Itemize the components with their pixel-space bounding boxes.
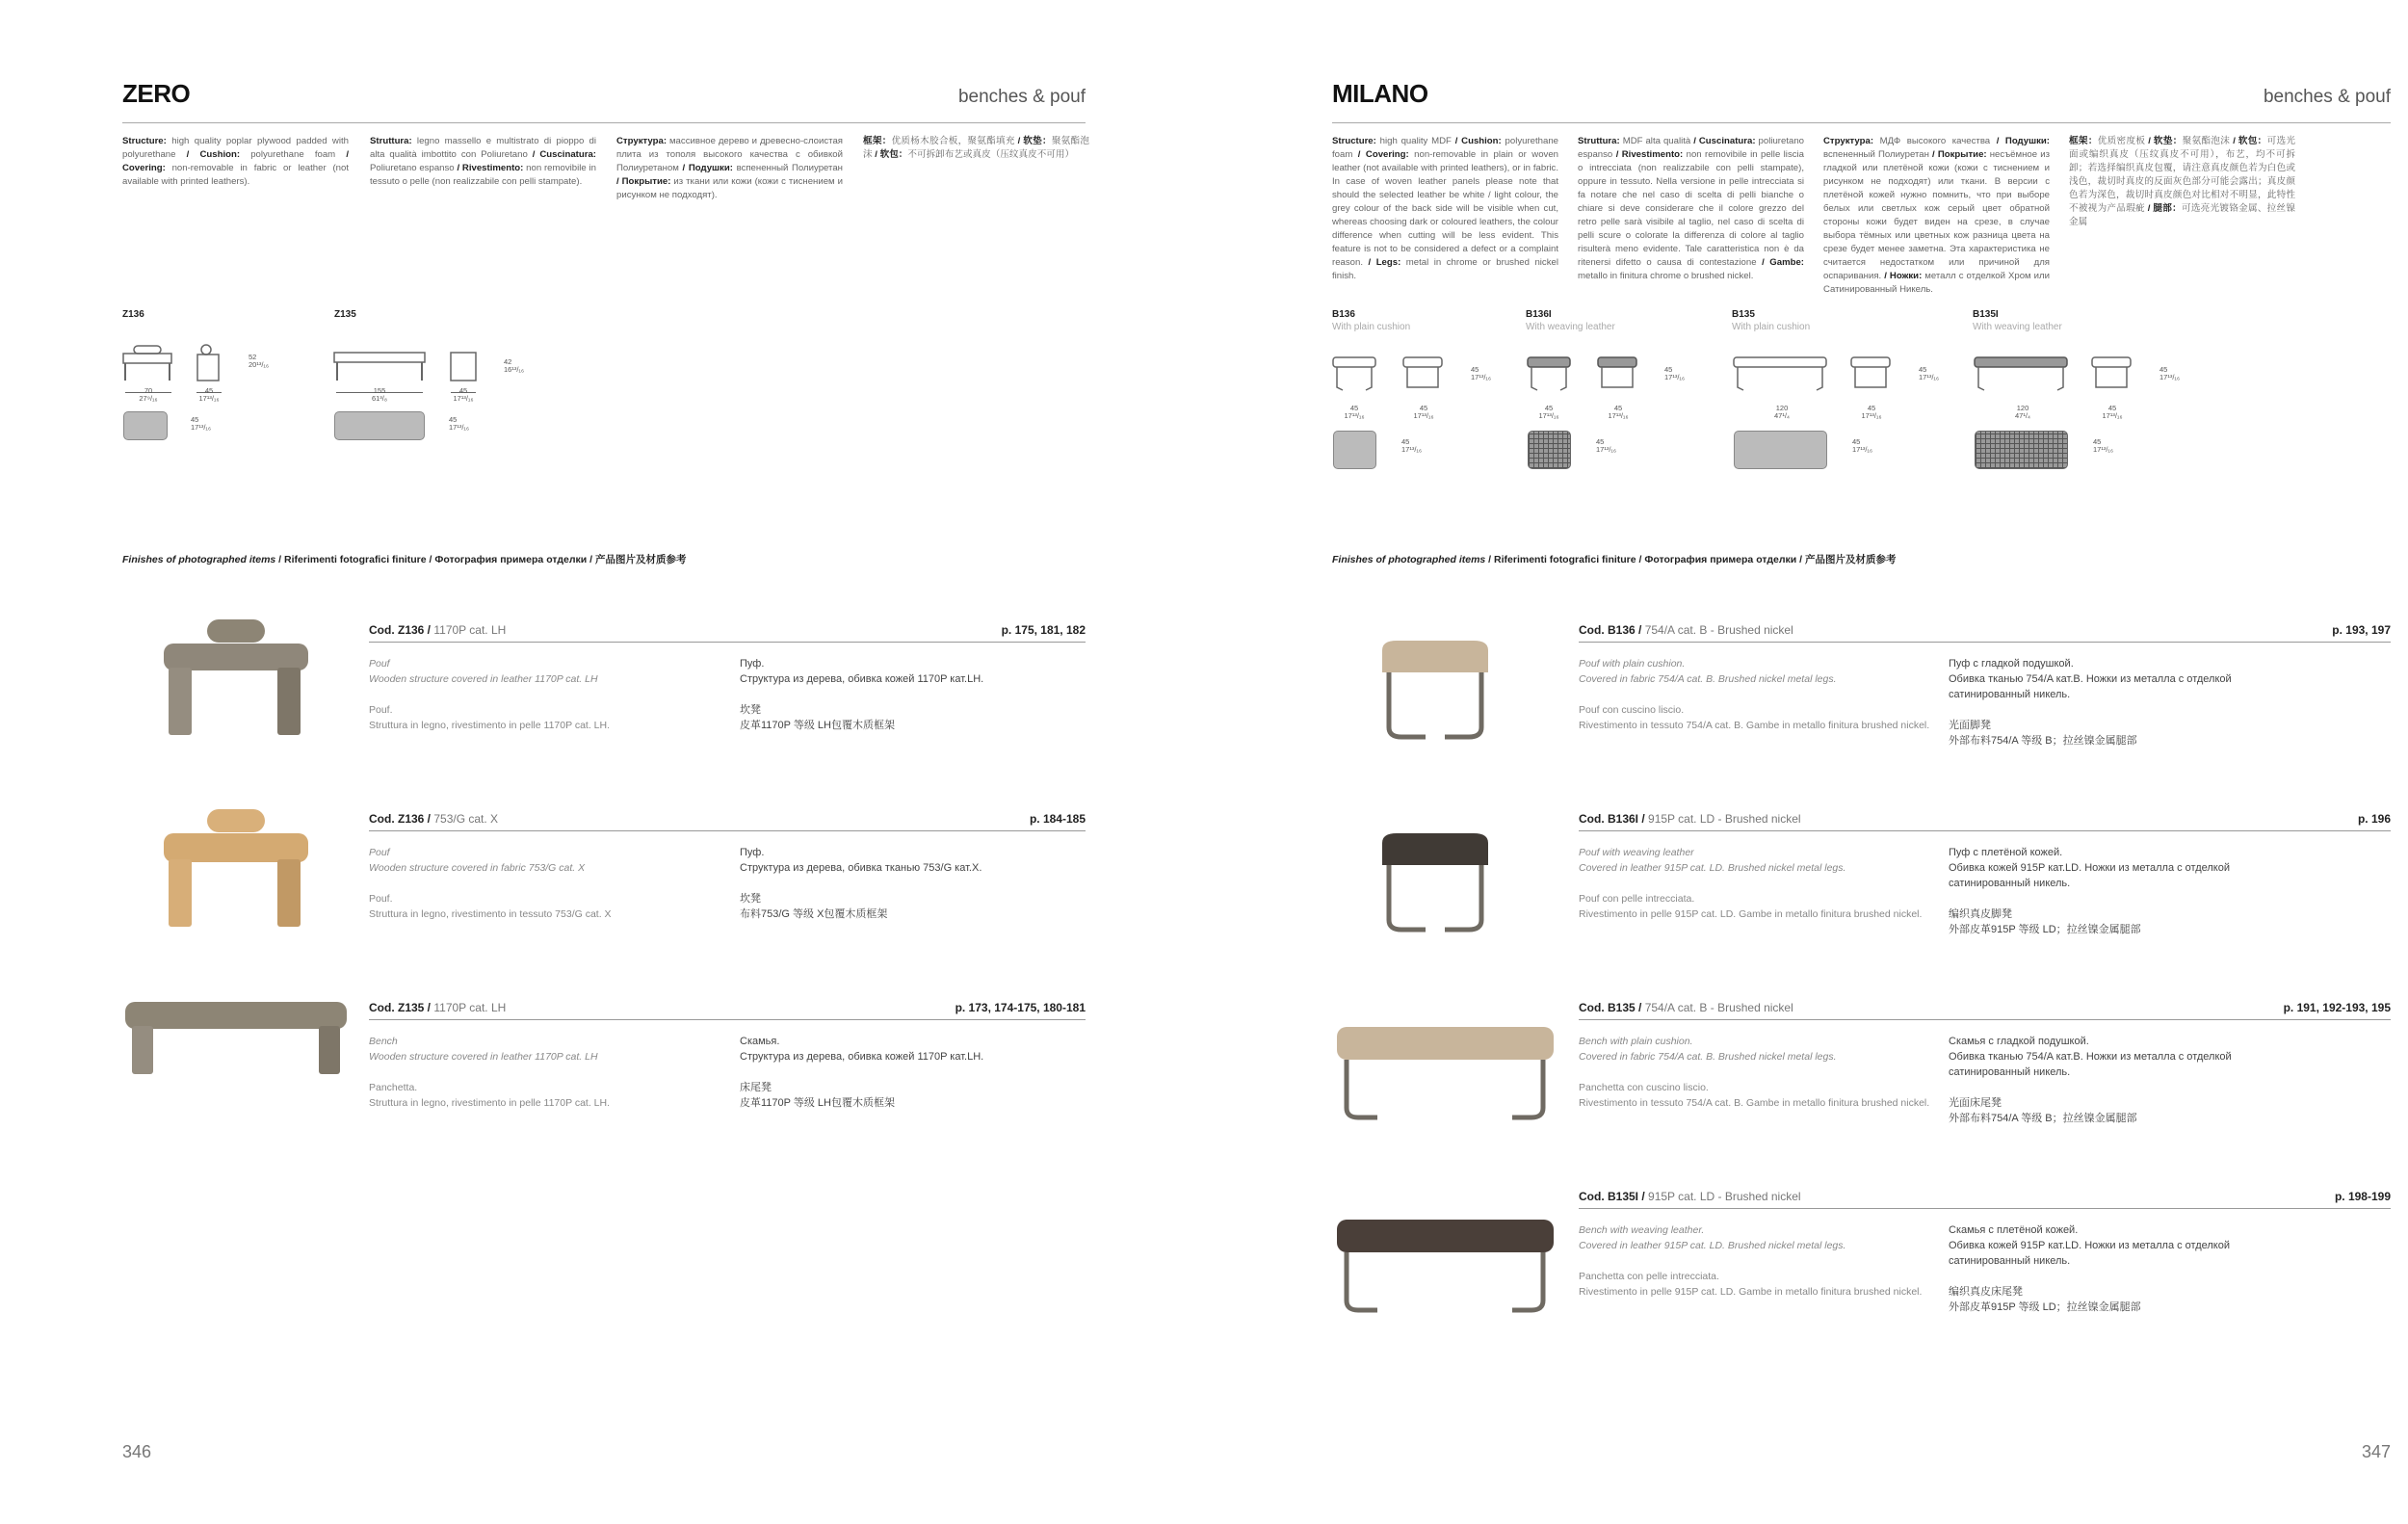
drawing-sublabel: With plain cushion <box>1332 322 1411 332</box>
drawing-sublabel: With weaving leather <box>1526 322 1615 332</box>
product-text-en-it: Pouf Wooden structure covered in leather 1170P cat. LH Pouf. Struttura in legno, rivestimento in pelle 1170P cat. LH. <box>369 658 611 731</box>
dim-depth: 45 17¹³/₁₆ <box>1401 437 1422 454</box>
dim-width: 120 47¹/₄ <box>1774 404 1790 420</box>
b136-front-drawing <box>1329 354 1382 397</box>
product-pages: p. 173, 174-175, 180-181 <box>955 1001 1086 1014</box>
z136-side-drawing <box>193 342 231 390</box>
desc-en: Structure: high quality poplar plywood padded with polyurethane / Cushion: polyurethane foam / Covering: non-removable in fabric or leather (not available with printed leathers). <box>122 136 349 187</box>
drawing-sublabel: With plain cushion <box>1732 322 1811 332</box>
product-pages: p. 175, 181, 182 <box>1001 623 1086 637</box>
b136i-side-drawing <box>1594 354 1647 397</box>
category-label: benches & pouf <box>2263 87 2391 107</box>
dim-width: 70 27⁹/₁₆ <box>139 386 158 403</box>
b135-front-drawing <box>1730 354 1831 397</box>
product-text-ru-zh: Пуф. Структура из дерева, обивка кожей 1170P кат.LH. 坎凳 皮革1170P 等级 LH包覆木质框架 <box>740 658 984 731</box>
product-text-ru-zh: Скамья с плетёной кожей. Обивка кожей 915P кат.LD. Ножки из металла с отделкой сатинированный никель. 编织真皮床尾凳 外部皮革915P 等级 LD；拉丝镍金属腿部 <box>1949 1224 2231 1313</box>
z135-side-drawing <box>448 347 486 390</box>
product-text-en-it: Pouf with plain cushion. Covered in fabric 754/A cat. B. Brushed nickel metal legs. Pouf con cuscino liscio. Rivestimento in tessuto 754/A cat. B. Gambe in metallo finitura brushed nickel. <box>1579 658 1930 731</box>
product-rule <box>1579 642 2391 643</box>
z136-front-drawing <box>120 342 178 390</box>
product-text-en-it: Pouf with weaving leather Covered in leather 915P cat. LD. Brushed nickel metal legs. Pouf con pelle intrecciata. Rivestimento in pelle 915P cat. LD. Gambe in metallo finitura brushed nickel. <box>1579 847 1923 920</box>
product-rule <box>369 642 1086 643</box>
product-code: Cod. B136 / 754/A cat. B - Brushed nickel <box>1579 623 1793 637</box>
dim-depth: 45 17¹³/₁₆ <box>191 415 211 432</box>
dim-height: 52 20¹³/₁₆ <box>249 353 269 369</box>
b135i-side-drawing <box>2088 354 2141 397</box>
z135-top-drawing <box>334 411 425 440</box>
finishes-heading: Finishes of photographed items / Riferimenti fotografici finiture / Фотография примера отделки / 产品图片及材质参考 <box>1332 554 1897 565</box>
product-text-en-it: Bench with plain cushion. Covered in fabric 754/A cat. B. Brushed nickel metal legs. Panchetta con cuscino liscio. Rivestimento in tessuto 754/A cat. B. Gambe in metallo finitura brushed nickel. <box>1579 1036 1930 1109</box>
dim-width: 155 61³/₈ <box>371 386 388 403</box>
drawing-label-b136i: B136I <box>1526 309 1552 320</box>
product-text-ru-zh: Пуф с гладкой подушкой. Обивка тканью 754/A кат.В. Ножки из металла с отделкой сатинированный никель. 光面脚凳 外部布料754/A 等级 B；拉丝镍金属腿部 <box>1949 658 2232 747</box>
drawing-label-b135: B135 <box>1732 309 1755 320</box>
dim-width: 120 47¹/₄ <box>2015 404 2030 420</box>
desc-en: Structure: high quality MDF / Cushion: polyurethane foam / Covering: non-removable in plain or woven leather (not available with printed leathers), or in fabric. In case of woven leather panels please note that should the selected leather be white / light colour, the grey colour of the back side will be visible when cut, whereas choosing dark or coloured leathers, the colour difference when cutting will be less evident. This feature is not to be considered a defect or a complaint reason. / Legs: metal in chrome or brushed nickel finish. <box>1332 136 1558 281</box>
desc-it: Struttura: MDF alta qualità / Cuscinatura: poliuretano espanso / Rivestimento: non removibile in pelle liscia o intrecciata (non realizzabile con pelli stampate), oppure in tessuto. Nella versione in pelle intrecciata si fa notare che nel caso di scelta di pelli bianche o chiare si deve considerare che il colore grezzo del retro pelle sarà visibile al taglio, nel caso di scelta di pelli scure o colorate la differenza di colore al taglio risulterà meno evidente. Tale caratteristica non è da ritenersi difetto o causa di contestazione / Gambe: metallo in finitura chrome o brushed nickel. <box>1578 136 1805 281</box>
product-photo-z136-fabric <box>154 804 356 934</box>
product-text-ru-zh: Скамья с гладкой подушкой. Обивка тканью 754/A кат.В. Ножки из металла с отделкой сатинированный никель. 光面床尾凳 外部布料754/A 等级 B；拉丝镍金属腿部 <box>1949 1036 2232 1124</box>
product-photo-b136i <box>1368 828 1512 944</box>
product-pages: p. 191, 192-193, 195 <box>2283 1001 2391 1014</box>
b135-top-drawing <box>1734 431 1827 469</box>
product-code: Cod. B135 / 754/A cat. B - Brushed nickel <box>1579 1001 1793 1014</box>
desc-ru: Структура: массивное дерево и древесно-слоистая плита из тополя высокого качества с обивкой Полиуретаном / Подушки: вспененный Полиуретан / Покрытие: из ткани или кожи (кожи с тиснением и рисунком не подходят). <box>616 136 843 200</box>
product-rule <box>1579 1208 2391 1209</box>
drawing-label-z136: Z136 <box>122 309 144 320</box>
product-photo-b136 <box>1368 636 1512 751</box>
b136i-top-drawing <box>1528 431 1571 469</box>
product-pages: p. 184-185 <box>1029 812 1086 826</box>
product-code: Cod. Z136 / 753/G cat. X <box>369 812 499 826</box>
desc-ru: Структура: МДФ высокого качества / Подушки: вспененный Полиуретан / Покрытие: несъёмное из гладкой или плетёной кожи (кожи с тиснением и рисунком не подходят) или ткани. В версии с плетёной кожей нужно помнить, что при выборе белых или светлых кож серый цвет обратной стороны кожи будет виден на срезе, в случае выбора тёмных или цветных кож разница цвета на срезе будет менее заметна. Эта характеристика не считается недостатком или причиной для оспаривания. / Ножки: металл с отделкой Хром или Сатинированный Никель. <box>1823 136 2050 295</box>
product-rule <box>1579 830 2391 831</box>
page-number: 347 <box>2361 1442 2391 1461</box>
product-text-ru-zh: Пуф с плетёной кожей. Обивка кожей 915P кат.LD. Ножки из металла с отделкой сатинированный никель. 编织真皮脚凳 外部皮革915P 等级 LD；拉丝镍金属腿部 <box>1949 847 2231 935</box>
dim-height: 45 17¹³/₁₆ <box>1919 365 1939 381</box>
drawing-label-z135: Z135 <box>334 309 356 320</box>
dim-height: 45 17¹³/₁₆ <box>1664 365 1685 381</box>
product-code: Cod. Z136 / 1170P cat. LH <box>369 623 507 637</box>
product-text-ru-zh: Скамья. Структура из дерева, обивка кожей 1170P кат.LH. 床尾凳 皮革1170P 等级 LH包覆木质框架 <box>740 1036 984 1109</box>
product-text-en-it: Bench with weaving leather. Covered in leather 915P cat. LD. Brushed nickel metal legs. Panchetta con pelle intrecciata. Rivestimento in pelle 915P cat. LD. Gambe in metallo finitura brushed nickel. <box>1579 1224 1923 1298</box>
desc-it: Struttura: legno massello e multistrato di pioppo di alta qualità imbottito con Poliuretano / Cuscinatura: Poliuretano espanso / Rivestimento: non removibile in tessuto o pelle (non realizzabile con pelli stampate). <box>370 136 596 187</box>
b135i-front-drawing <box>1971 354 2072 397</box>
dim-depth: 45 17¹³/₁₆ <box>1596 437 1616 454</box>
product-code: Cod. B135I / 915P cat. LD - Brushed nickel <box>1579 1190 1801 1203</box>
header-rule <box>1332 122 2391 123</box>
right-page <box>1204 0 2408 1524</box>
page-number: 346 <box>122 1442 152 1461</box>
drawing-label-b135i: B135I <box>1973 309 1999 320</box>
dim-depth: 45 17¹³/₁₆ <box>1852 437 1872 454</box>
page-title: ZERO <box>122 79 191 108</box>
product-photo-z135 <box>120 992 352 1079</box>
dim-width: 45 17¹³/₁₆ <box>1344 404 1365 420</box>
dim-height: 45 17¹³/₁₆ <box>1471 365 1491 381</box>
product-photo-b135 <box>1329 1021 1560 1127</box>
b136-top-drawing <box>1333 431 1376 469</box>
dim-depth: 45 17¹³/₁₆ <box>2093 437 2113 454</box>
dim-depth: 45 17¹³/₁₆ <box>2102 404 2123 420</box>
product-text-en-it: Bench Wooden structure covered in leather 1170P cat. LH Panchetta. Struttura in legno, rivestimento in pelle 1170P cat. LH. <box>369 1036 611 1109</box>
product-text-en-it: Pouf Wooden structure covered in fabric 753/G cat. X Pouf. Struttura in legno, rivestimento in tessuto 753/G cat. X <box>369 847 612 920</box>
drawing-label-b136: B136 <box>1332 309 1355 320</box>
product-rule <box>369 1019 1086 1020</box>
product-text-ru-zh: Пуф. Структура из дерева, обивка тканью 753/G кат.Х. 坎凳 布料753/G 等级 X包覆木质框架 <box>740 847 982 920</box>
dim-depth: 45 17¹³/₁₆ <box>453 386 474 403</box>
product-code: Cod. Z135 / 1170P cat. LH <box>369 1001 507 1014</box>
product-pages: p. 198-199 <box>2334 1190 2391 1203</box>
dim-depth: 45 17¹³/₁₆ <box>1608 404 1629 420</box>
z136-top-drawing <box>123 411 168 440</box>
finishes-heading: Finishes of photographed items / Riferimenti fotografici finiture / Фотография примера отделки / 产品图片及材质参考 <box>122 554 687 565</box>
dim-width: 45 17¹³/₁₆ <box>1538 404 1559 420</box>
product-code: Cod. B136I / 915P cat. LD - Brushed nickel <box>1579 812 1801 826</box>
product-photo-b135i <box>1329 1214 1560 1320</box>
product-rule <box>1579 1019 2391 1020</box>
product-pages: p. 196 <box>2357 812 2391 826</box>
b136i-front-drawing <box>1524 354 1577 397</box>
b135i-top-drawing <box>1975 431 2068 469</box>
page-title: MILANO <box>1332 79 1428 108</box>
b135-side-drawing <box>1847 354 1900 397</box>
dim-depth: 45 17¹³/₁₆ <box>198 386 220 403</box>
product-rule <box>369 830 1086 831</box>
drawing-sublabel: With weaving leather <box>1973 322 2062 332</box>
desc-zh: 框架：优质杨木胶合板，聚氨酯填充 / 软垫：聚氨酯泡沫 / 软包：不可拆卸布艺或真皮（压纹真皮不可用） <box>863 136 1089 160</box>
dim-depth: 45 17¹³/₁₆ <box>1413 404 1434 420</box>
product-pages: p. 193, 197 <box>2332 623 2391 637</box>
z135-front-drawing <box>332 347 429 390</box>
dim-height: 42 16¹³/₁₆ <box>504 357 524 374</box>
header-rule <box>122 122 1086 123</box>
desc-zh: 框架：优质密度板 / 软垫：聚氨酯泡沫 / 软包：可选光面或编织真皮（压纹真皮不可用），布艺，均不可拆卸；若选择编织真皮包覆，请注意真皮颜色若为白色或浅色，裁切时真皮的反面灰色部分可能会露出；真皮颜色若为深色，裁切时真皮颜色对比相对不明显，此特性不被视为产品瑕疵 / 腿部：可选亮光镀铬金属、拉丝镍金属 <box>2069 136 2296 227</box>
product-photo-z136-leather <box>154 615 356 740</box>
b136-side-drawing <box>1400 354 1453 397</box>
dim-depth: 45 17¹³/₁₆ <box>1861 404 1882 420</box>
dim-depth: 45 17¹³/₁₆ <box>449 415 469 432</box>
dim-height: 45 17¹³/₁₆ <box>2159 365 2180 381</box>
category-label: benches & pouf <box>957 87 1086 107</box>
